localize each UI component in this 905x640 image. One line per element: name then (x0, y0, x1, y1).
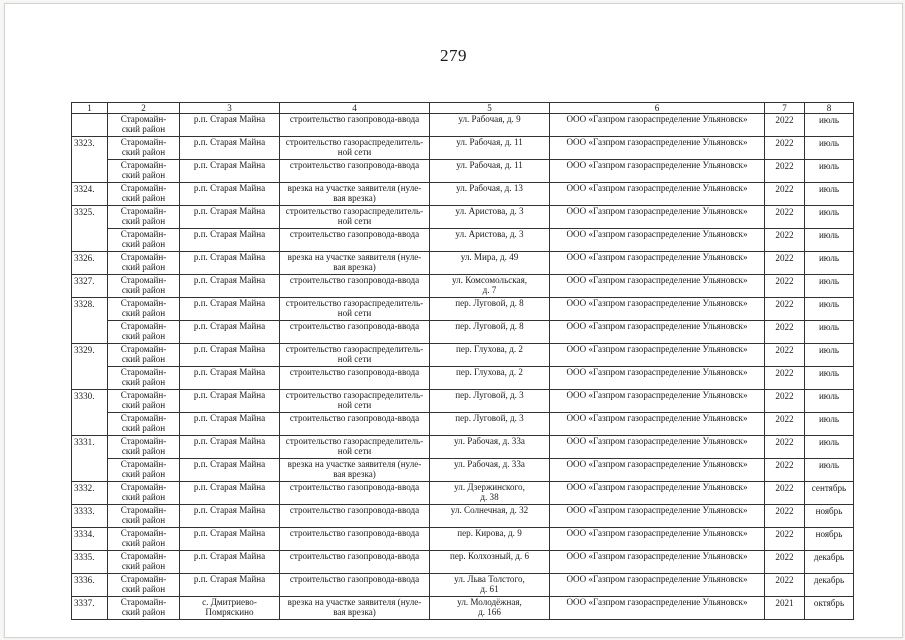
work-type-cell: строительство газораспределитель- ной сети (280, 137, 430, 160)
locality-cell: р.п. Старая Майна (180, 574, 280, 597)
month-cell: июль (805, 344, 854, 367)
locality-cell: р.п. Старая Майна (180, 206, 280, 229)
work-type-cell: строительство газораспределитель- ной сети (280, 390, 430, 413)
locality-cell: р.п. Старая Майна (180, 459, 280, 482)
table-row (72, 298, 854, 321)
address-cell: ул. Рабочая, д. 11 (430, 160, 550, 183)
row-number-cell: 3330. (72, 390, 108, 413)
year-cell: 2022 (765, 137, 805, 160)
month-cell: июль (805, 413, 854, 436)
locality-cell: р.п. Старая Майна (180, 160, 280, 183)
month-cell: ноябрь (805, 528, 854, 551)
table-row (72, 528, 854, 551)
table-row (72, 137, 854, 160)
table-row (72, 183, 854, 206)
row-number-cell: 3327. (72, 275, 108, 298)
work-type-cell: врезка на участке заявителя (нуле- вая врезка) (280, 183, 430, 206)
row-number-cell (72, 321, 108, 344)
district-cell: Старомайн- ский район (108, 252, 180, 275)
month-cell: июль (805, 229, 854, 252)
year-cell: 2022 (765, 160, 805, 183)
year-cell: 2022 (765, 528, 805, 551)
row-number-cell (72, 229, 108, 252)
work-type-cell: строительство газопровода-ввода (280, 321, 430, 344)
address-cell: пер. Колхозный, д. 6 (430, 551, 550, 574)
table-row (72, 344, 854, 367)
month-cell: июль (805, 390, 854, 413)
address-cell: ул. Дзержинского, д. 38 (430, 482, 550, 505)
organization-cell: ООО «Газпром газораспределение Ульяновск» (550, 275, 765, 298)
year-cell: 2022 (765, 367, 805, 390)
work-type-cell: строительство газопровода-ввода (280, 482, 430, 505)
work-type-cell: строительство газопровода-ввода (280, 528, 430, 551)
month-cell: июль (805, 275, 854, 298)
row-number-cell: 3337. (72, 597, 108, 620)
organization-cell: ООО «Газпром газораспределение Ульяновск» (550, 137, 765, 160)
year-cell: 2022 (765, 482, 805, 505)
work-type-cell: врезка на участке заявителя (нуле- вая врезка) (280, 459, 430, 482)
organization-cell: ООО «Газпром газораспределение Ульяновск» (550, 574, 765, 597)
district-cell: Старомайн- ский район (108, 298, 180, 321)
column-header-1: 1 (72, 103, 108, 114)
work-type-cell: строительство газораспределитель- ной сети (280, 206, 430, 229)
row-number-cell (72, 413, 108, 436)
locality-cell: р.п. Старая Майна (180, 436, 280, 459)
locality-cell: р.п. Старая Майна (180, 137, 280, 160)
document-page (4, 3, 903, 638)
address-cell: ул. Рабочая, д. 13 (430, 183, 550, 206)
month-cell: июль (805, 367, 854, 390)
organization-cell: ООО «Газпром газораспределение Ульяновск» (550, 528, 765, 551)
organization-cell: ООО «Газпром газораспределение Ульяновск» (550, 413, 765, 436)
district-cell: Старомайн- ский район (108, 344, 180, 367)
organization-cell: ООО «Газпром газораспределение Ульяновск» (550, 229, 765, 252)
table-row (72, 229, 854, 252)
organization-cell: ООО «Газпром газораспределение Ульяновск» (550, 114, 765, 137)
organization-cell: ООО «Газпром газораспределение Ульяновск» (550, 459, 765, 482)
district-cell: Старомайн- ский район (108, 137, 180, 160)
table-row (72, 574, 854, 597)
table-row (72, 252, 854, 275)
year-cell: 2022 (765, 321, 805, 344)
locality-cell: р.п. Старая Майна (180, 114, 280, 137)
table-row (72, 275, 854, 298)
address-cell: ул. Рабочая, д. 33а (430, 459, 550, 482)
work-type-cell: врезка на участке заявителя (нуле- вая врезка) (280, 597, 430, 620)
work-type-cell: строительство газораспределитель- ной сети (280, 344, 430, 367)
district-cell: Старомайн- ский район (108, 206, 180, 229)
organization-cell: ООО «Газпром газораспределение Ульяновск» (550, 505, 765, 528)
locality-cell: р.п. Старая Майна (180, 321, 280, 344)
address-cell: ул. Рабочая, д. 33а (430, 436, 550, 459)
organization-cell: ООО «Газпром газораспределение Ульяновск» (550, 482, 765, 505)
month-cell: июль (805, 459, 854, 482)
table-row (72, 206, 854, 229)
district-cell: Старомайн- ский район (108, 183, 180, 206)
table-row (72, 551, 854, 574)
address-cell: пер. Луговой, д. 3 (430, 413, 550, 436)
organization-cell: ООО «Газпром газораспределение Ульяновск» (550, 597, 765, 620)
row-number-cell: 3332. (72, 482, 108, 505)
district-cell: Старомайн- ский район (108, 482, 180, 505)
district-cell: Старомайн- ский район (108, 390, 180, 413)
work-type-cell: строительство газопровода-ввода (280, 574, 430, 597)
work-type-cell: строительство газопровода-ввода (280, 229, 430, 252)
work-type-cell: врезка на участке заявителя (нуле- вая врезка) (280, 252, 430, 275)
district-cell: Старомайн- ский район (108, 275, 180, 298)
address-cell: пер. Глухова, д. 2 (430, 344, 550, 367)
month-cell: июль (805, 252, 854, 275)
organization-cell: ООО «Газпром газораспределение Ульяновск» (550, 183, 765, 206)
district-cell: Старомайн- ский район (108, 229, 180, 252)
district-cell: Старомайн- ский район (108, 114, 180, 137)
row-number-cell: 3335. (72, 551, 108, 574)
organization-cell: ООО «Газпром газораспределение Ульяновск» (550, 298, 765, 321)
year-cell: 2022 (765, 252, 805, 275)
locality-cell: р.п. Старая Майна (180, 367, 280, 390)
year-cell: 2022 (765, 459, 805, 482)
row-number-cell: 3326. (72, 252, 108, 275)
work-type-cell: строительство газопровода-ввода (280, 413, 430, 436)
year-cell: 2022 (765, 574, 805, 597)
month-cell: июль (805, 436, 854, 459)
locality-cell: р.п. Старая Майна (180, 229, 280, 252)
table-row (72, 367, 854, 390)
organization-cell: ООО «Газпром газораспределение Ульяновск» (550, 321, 765, 344)
month-cell: июль (805, 183, 854, 206)
district-cell: Старомайн- ский район (108, 459, 180, 482)
district-cell: Старомайн- ский район (108, 505, 180, 528)
locality-cell: р.п. Старая Майна (180, 298, 280, 321)
row-number-cell: 3324. (72, 183, 108, 206)
locality-cell: р.п. Старая Майна (180, 252, 280, 275)
year-cell: 2022 (765, 183, 805, 206)
page-number: 279 (440, 46, 467, 65)
locality-cell: р.п. Старая Майна (180, 482, 280, 505)
month-cell: декабрь (805, 574, 854, 597)
work-type-cell: строительство газопровода-ввода (280, 114, 430, 137)
locality-cell: р.п. Старая Майна (180, 551, 280, 574)
column-header-5: 5 (430, 103, 550, 114)
address-cell: пер. Луговой, д. 3 (430, 390, 550, 413)
district-cell: Старомайн- ский район (108, 413, 180, 436)
row-number-cell: 3331. (72, 436, 108, 459)
district-cell: Старомайн- ский район (108, 160, 180, 183)
row-number-cell (72, 367, 108, 390)
table-row (72, 321, 854, 344)
month-cell: декабрь (805, 551, 854, 574)
address-cell: ул. Льва Толстого, д. 61 (430, 574, 550, 597)
column-header-7: 7 (765, 103, 805, 114)
district-cell: Старомайн- ский район (108, 367, 180, 390)
work-type-cell: строительство газораспределитель- ной сети (280, 436, 430, 459)
year-cell: 2022 (765, 298, 805, 321)
locality-cell: р.п. Старая Майна (180, 413, 280, 436)
organization-cell: ООО «Газпром газораспределение Ульяновск» (550, 551, 765, 574)
month-cell: октябрь (805, 597, 854, 620)
organization-cell: ООО «Газпром газораспределение Ульяновск» (550, 160, 765, 183)
table-body (72, 114, 854, 620)
month-cell: июль (805, 114, 854, 137)
work-type-cell: строительство газораспределитель- ной сети (280, 298, 430, 321)
address-cell: пер. Кирова, д. 9 (430, 528, 550, 551)
row-number-cell: 3336. (72, 574, 108, 597)
month-cell: ноябрь (805, 505, 854, 528)
table-row (72, 459, 854, 482)
address-cell: пер. Луговой, д. 8 (430, 321, 550, 344)
row-number-cell: 3323. (72, 137, 108, 160)
year-cell: 2022 (765, 229, 805, 252)
table-row (72, 505, 854, 528)
column-header-8: 8 (805, 103, 854, 114)
gasification-schedule-table (71, 102, 854, 620)
table-row (72, 160, 854, 183)
address-cell: ул. Мира, д. 49 (430, 252, 550, 275)
column-header-3: 3 (180, 103, 280, 114)
locality-cell: р.п. Старая Майна (180, 528, 280, 551)
row-number-cell (72, 114, 108, 137)
address-cell: ул. Комсомольская, д. 7 (430, 275, 550, 298)
year-cell: 2022 (765, 344, 805, 367)
address-cell: пер. Луговой, д. 8 (430, 298, 550, 321)
year-cell: 2022 (765, 275, 805, 298)
locality-cell: р.п. Старая Майна (180, 344, 280, 367)
address-cell: ул. Молодёжная, д. 166 (430, 597, 550, 620)
table-row (72, 390, 854, 413)
district-cell: Старомайн- ский район (108, 574, 180, 597)
district-cell: Старомайн- ский район (108, 551, 180, 574)
month-cell: сентябрь (805, 482, 854, 505)
column-header-6: 6 (550, 103, 765, 114)
year-cell: 2022 (765, 551, 805, 574)
table-row (72, 482, 854, 505)
row-number-cell (72, 459, 108, 482)
district-cell: Старомайн- ский район (108, 597, 180, 620)
address-cell: ул. Солнечная, д. 32 (430, 505, 550, 528)
organization-cell: ООО «Газпром газораспределение Ульяновск» (550, 252, 765, 275)
district-cell: Старомайн- ский район (108, 528, 180, 551)
organization-cell: ООО «Газпром газораспределение Ульяновск» (550, 206, 765, 229)
year-cell: 2022 (765, 390, 805, 413)
column-header-4: 4 (280, 103, 430, 114)
month-cell: июль (805, 206, 854, 229)
year-cell: 2022 (765, 436, 805, 459)
table-row (72, 597, 854, 620)
address-cell: пер. Глухова, д. 2 (430, 367, 550, 390)
row-number-cell: 3333. (72, 505, 108, 528)
column-number-header-row (72, 103, 854, 114)
row-number-cell: 3334. (72, 528, 108, 551)
work-type-cell: строительство газопровода-ввода (280, 160, 430, 183)
work-type-cell: строительство газопровода-ввода (280, 367, 430, 390)
year-cell: 2022 (765, 114, 805, 137)
district-cell: Старомайн- ский район (108, 436, 180, 459)
year-cell: 2022 (765, 413, 805, 436)
address-cell: ул. Аристова, д. 3 (430, 206, 550, 229)
work-type-cell: строительство газопровода-ввода (280, 551, 430, 574)
year-cell: 2021 (765, 597, 805, 620)
work-type-cell: строительство газопровода-ввода (280, 275, 430, 298)
address-cell: ул. Рабочая, д. 11 (430, 137, 550, 160)
locality-cell: р.п. Старая Майна (180, 505, 280, 528)
month-cell: июль (805, 160, 854, 183)
table-row (72, 436, 854, 459)
locality-cell: с. Дмитриево- Помряскино (180, 597, 280, 620)
year-cell: 2022 (765, 505, 805, 528)
row-number-cell (72, 160, 108, 183)
locality-cell: р.п. Старая Майна (180, 183, 280, 206)
month-cell: июль (805, 298, 854, 321)
row-number-cell: 3325. (72, 206, 108, 229)
row-number-cell: 3328. (72, 298, 108, 321)
locality-cell: р.п. Старая Майна (180, 275, 280, 298)
row-number-cell: 3329. (72, 344, 108, 367)
address-cell: ул. Рабочая, д. 9 (430, 114, 550, 137)
table-row (72, 413, 854, 436)
table-row (72, 114, 854, 137)
address-cell: ул. Аристова, д. 3 (430, 229, 550, 252)
month-cell: июль (805, 137, 854, 160)
district-cell: Старомайн- ский район (108, 321, 180, 344)
organization-cell: ООО «Газпром газораспределение Ульяновск» (550, 436, 765, 459)
organization-cell: ООО «Газпром газораспределение Ульяновск» (550, 367, 765, 390)
column-header-2: 2 (108, 103, 180, 114)
work-type-cell: строительство газопровода-ввода (280, 505, 430, 528)
locality-cell: р.п. Старая Майна (180, 390, 280, 413)
month-cell: июль (805, 321, 854, 344)
year-cell: 2022 (765, 206, 805, 229)
organization-cell: ООО «Газпром газораспределение Ульяновск» (550, 390, 765, 413)
organization-cell: ООО «Газпром газораспределение Ульяновск» (550, 344, 765, 367)
